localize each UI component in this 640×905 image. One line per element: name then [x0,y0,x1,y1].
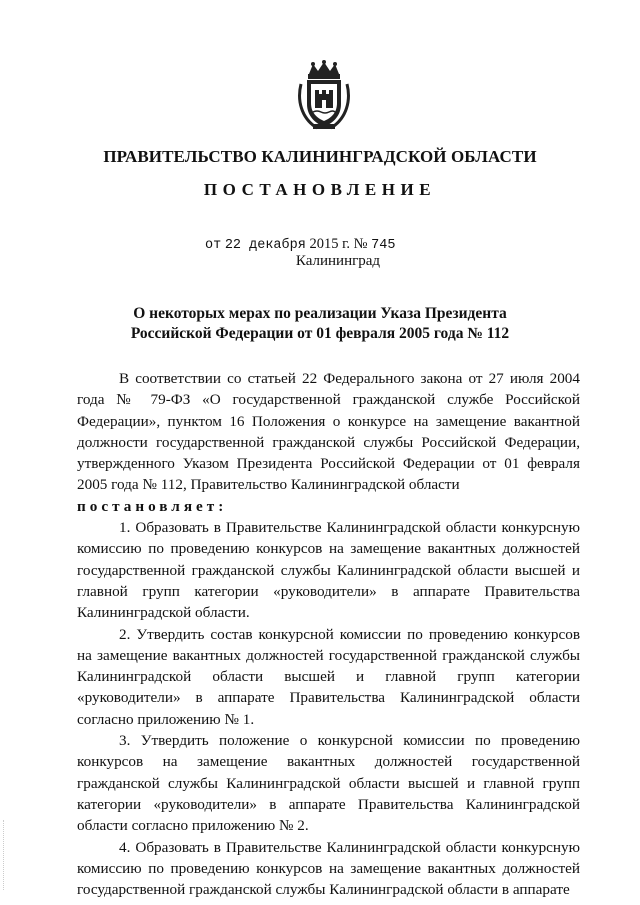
clause-2: 2. Утвердить состав конкурсной комиссии по проведению конкурсов на замещение вакантных должностей государственной гражданской службы Калининградской области высшей и главной групп категории «руководители» в аппарате Правительства Калининградской области согласно приложению № 1. [77,625,580,728]
government-name: ПРАВИТЕЛЬСТВО КАЛИНИНГРАДСКОЙ ОБЛАСТИ [103,147,537,166]
clause-4: 4. Образовать в Правительстве Калининградской области конкурсную комиссию по проведению конкурсов на замещение вакантных должностей государственной гражданской службы Калининградской области в аппарате [77,838,580,899]
kaliningrad-coat-of-arms-icon [295,60,353,132]
date-year: 2015 г. [309,236,351,252]
preamble-paragraph: В соответствии со статьей 22 Федерального закона от 27 июля 2004 года № 79-ФЗ «О государственной гражданской службе Российской Федерации», пунктом 16 Положения о конкурсе на замещение вакантной должности государственной гражданской службы Российской Федерации, утвержденного Указом Президента Российской Федерации от 01 февраля 2005 года № 112, Правительство Калининградской области [77,370,580,494]
resolves-word: постановляет: [77,497,228,515]
document-type: ПОСТАНОВЛЕНИЕ [203,180,437,199]
document-body [77,368,580,900]
subject-line-1: О некоторых мерах по реализации Указа Президента [133,305,507,322]
from-label: от [205,238,222,253]
city-name: Калининград [295,253,381,269]
document-number: 745 [371,238,396,253]
document-subject [0,304,640,344]
clause-1: 1. Образовать в Правительстве Калининградской области конкурсную комиссию по проведению конкурсов на замещение вакантных должностей государственной гражданской службы Калининградской области высшей и главной групп категории «руководители» в аппарате Правительства Калининградской области. [77,519,580,622]
subject-line-2: Российской Федерации от 01 февраля 2005 года № 112 [130,325,510,342]
clause-3: 3. Утвердить положение о конкурсной комиссии по проведению конкурсов на замещение вакантных должностей государственной гражданской службы Калининградской области высшей и главной групп категории «руководители» в аппарате Правительства Калининградской области согласно приложению № 2. [77,732,580,835]
number-label: № [353,236,368,252]
date-day-month: 22 декабря [224,238,306,253]
scan-margin-mark [3,820,6,890]
date-number-line [205,236,395,253]
